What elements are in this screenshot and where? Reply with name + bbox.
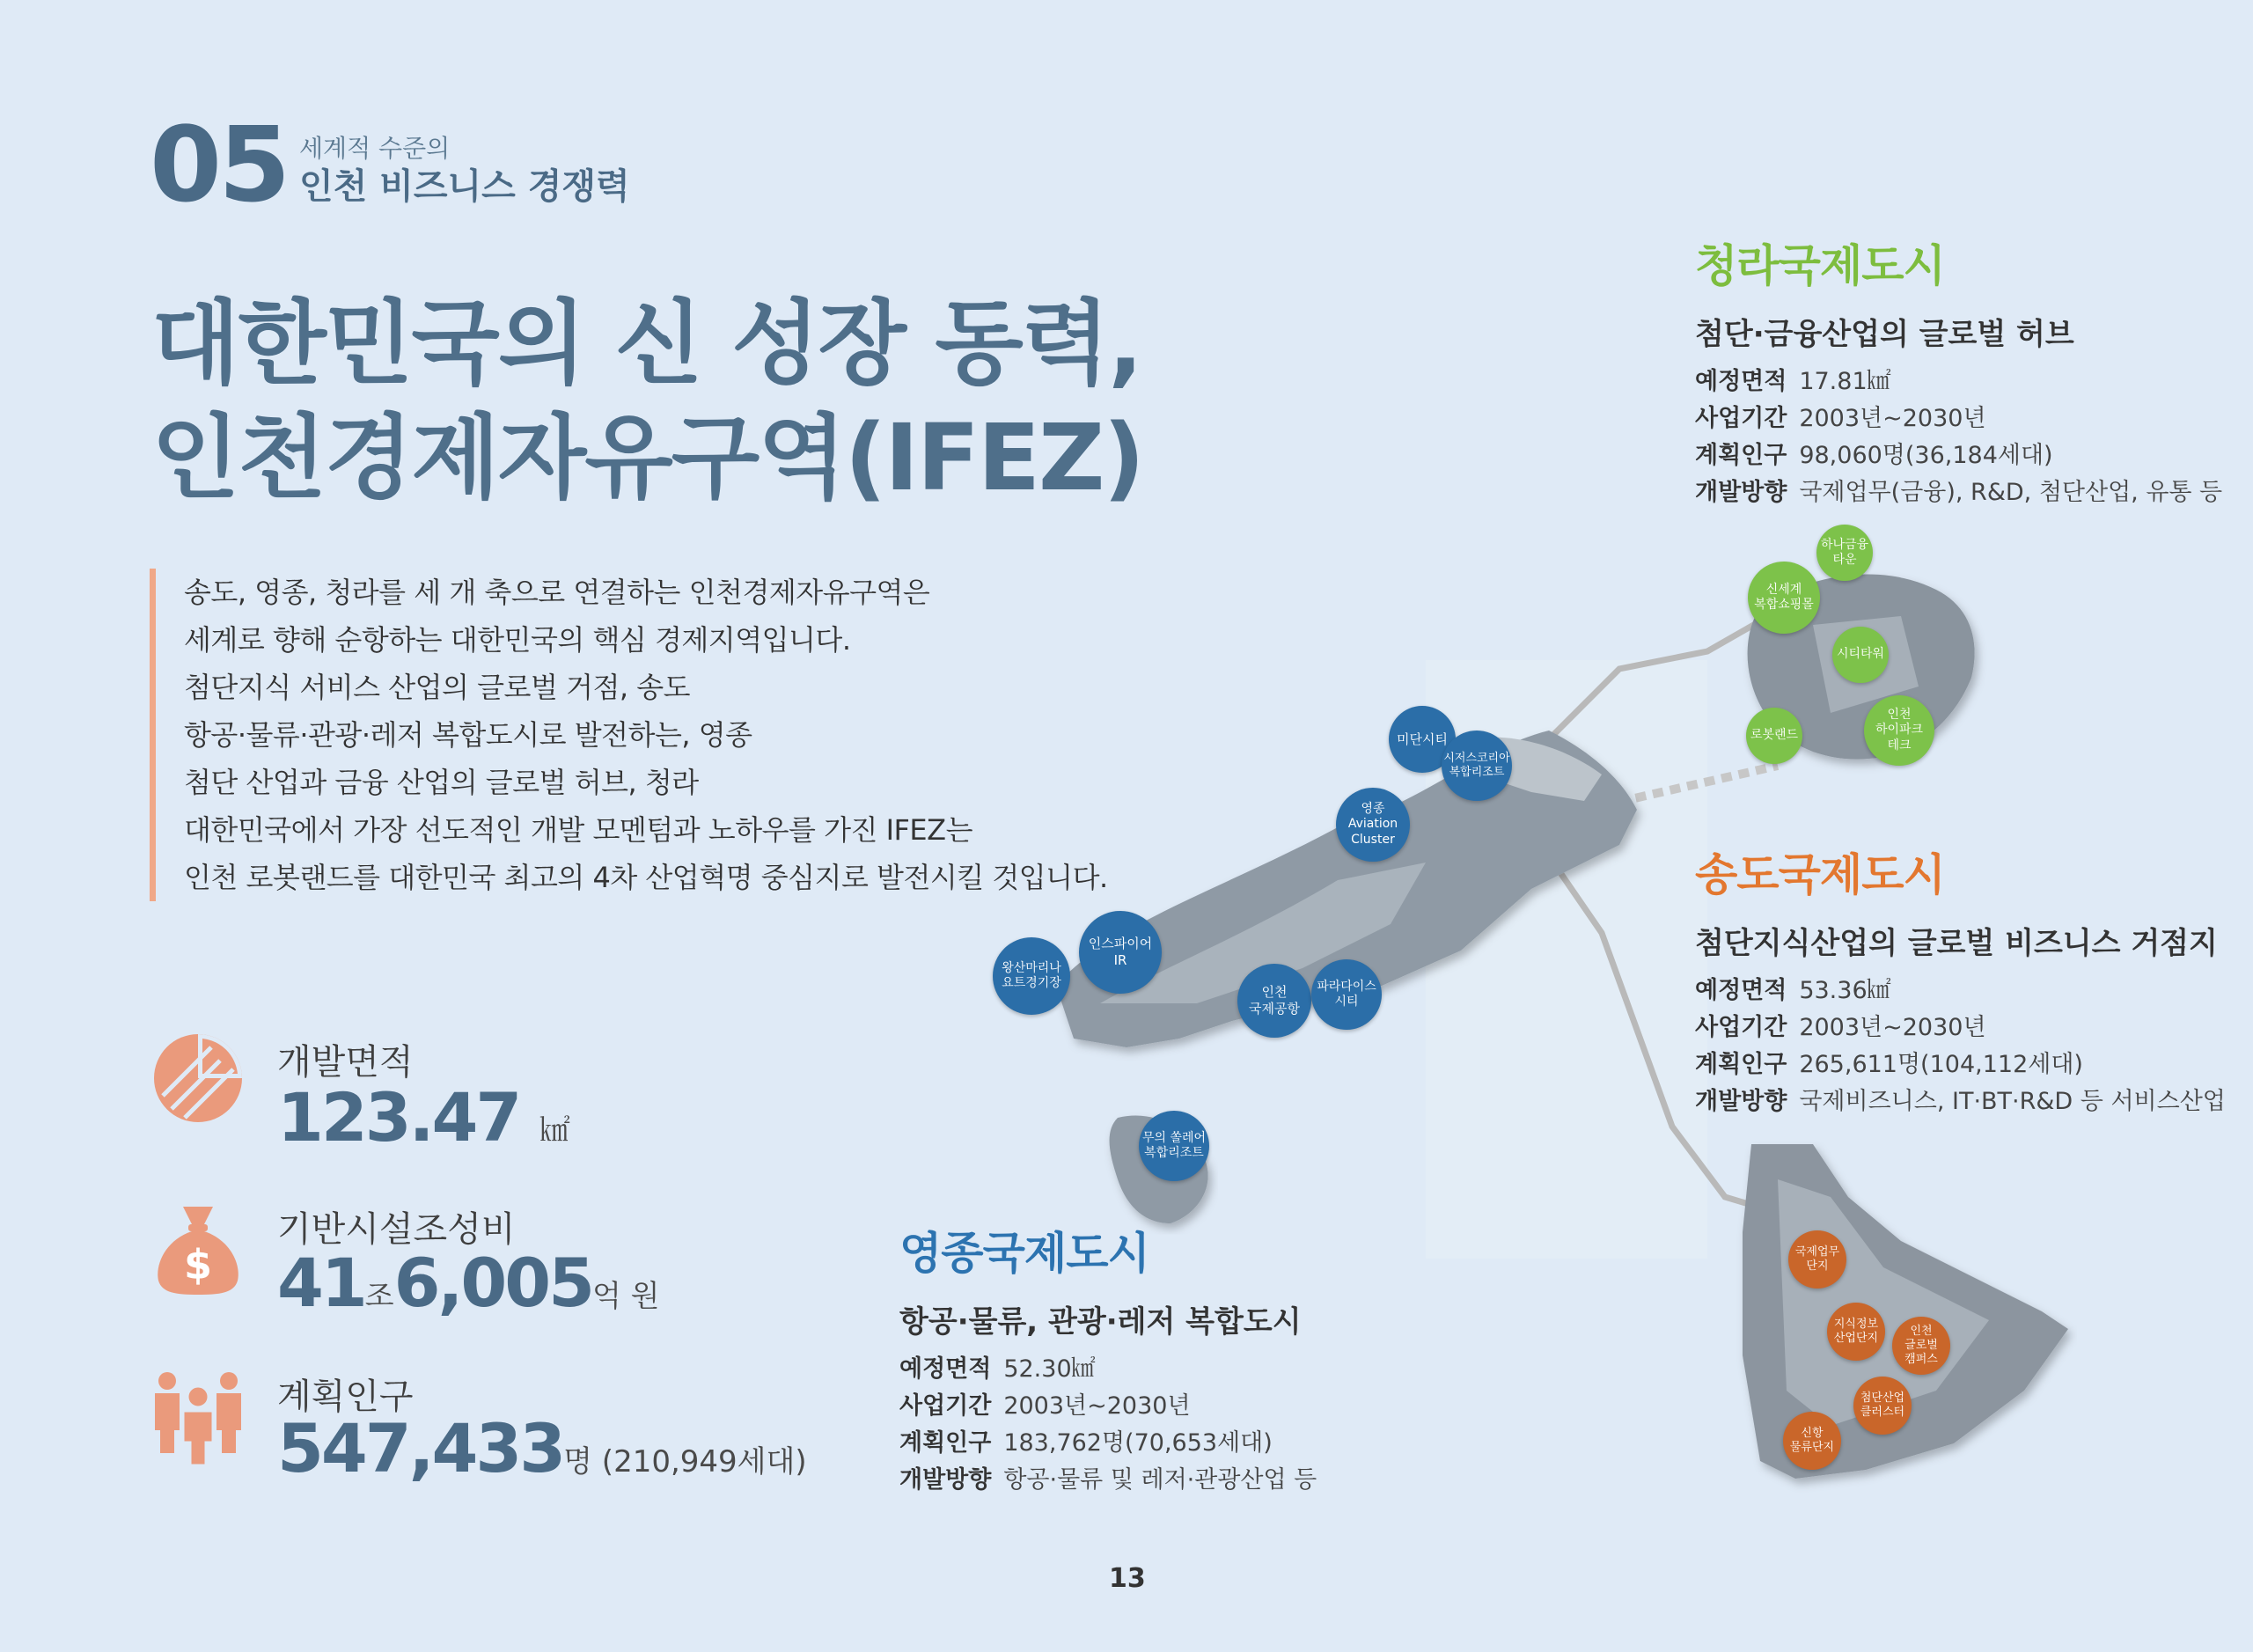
cheongna-panel (1695, 231, 2222, 511)
cost-value (277, 1244, 660, 1322)
map-label-ibd: 국제업무 단지 (1788, 1230, 1846, 1289)
cheongna-row-period: 사업기간 2003년~2030년 (1695, 405, 1986, 432)
map-label-new-port: 신항 물류단지 (1783, 1412, 1841, 1470)
intro-line: 첨단 산업과 금융 산업의 글로벌 허브, 청라 (184, 766, 699, 799)
svg-text:$: $ (183, 1241, 213, 1289)
cheongna-row-area: 예정면적 17.81㎢ (1695, 368, 1891, 395)
songdo-row-area: 예정면적 53.36㎢ (1695, 977, 1891, 1004)
people-icon (150, 1369, 246, 1465)
yeongjong-row-population: 계획인구 183,762명(70,653세대) (899, 1429, 1273, 1457)
intro-line: 세계로 향해 순항하는 대한민국의 핵심 경제지역입니다. (184, 623, 851, 657)
yeongjong-row-area: 예정면적 52.30㎢ (899, 1355, 1096, 1383)
map-label-inspire-ir: 인스파이어 IR (1079, 911, 1162, 994)
area-label: 개발면적 (277, 1042, 414, 1083)
map-label-hi-park-tech: 인천 하이파크 테크 (1864, 695, 1934, 766)
intro-line: 대한민국에서 가장 선도적인 개발 모멘텀과 노하우를 가진 IFEZ는 (184, 813, 972, 847)
intro-line: 첨단지식 서비스 산업의 글로벌 거점, 송도 (184, 671, 691, 704)
cost-number-1: 41 (277, 1244, 365, 1322)
cheongna-name: 청라국제도시 (1695, 240, 1945, 291)
cost-unit-1: 조 (364, 1279, 394, 1314)
yeongjong-panel (899, 1218, 1317, 1499)
area-value (277, 1078, 570, 1156)
section-subtitle: 세계적 수준의 (299, 134, 451, 163)
intro-line: 인천 로봇랜드를 대한민국 최고의 4차 산업혁명 중심지로 발전시킬 것입니다. (184, 861, 1108, 894)
map-label-hightech-cluster: 첨단산업 클러스터 (1853, 1377, 1912, 1435)
map-label-city-tower: 시티타워 (1832, 627, 1889, 683)
map-label-hana-finance: 하나금융 타운 (1816, 525, 1873, 581)
map-label-caesars-korea: 시저스코리아 복합리조트 (1442, 731, 1512, 801)
yeongjong-name: 영종국제도시 (899, 1228, 1149, 1279)
intro-line: 항공·물류·관광·레저 복합도시로 발전하는, 영종 (184, 718, 752, 752)
pie-chart-icon (150, 1030, 246, 1127)
map-label-global-campus: 인천 글로벌 캠퍼스 (1892, 1317, 1950, 1375)
page-number: 13 (1109, 1563, 1146, 1594)
headline-line-2: 인천경제자유구역(IFEZ) (151, 404, 1143, 511)
cost-unit-2: 억 원 (592, 1279, 660, 1314)
songdo-row-period: 사업기간 2003년~2030년 (1695, 1014, 1986, 1041)
money-bag-icon (150, 1201, 246, 1298)
songdo-row-direction: 개발방향 국제비즈니스, IT·BT·R&D 등 서비스산업 (1695, 1088, 2226, 1115)
map-label-muui-solaire: 무의 쏠레어 복합리조트 (1139, 1111, 1209, 1181)
songdo-row-population: 계획인구 265,611명(104,112세대) (1695, 1051, 2083, 1078)
map-label-paradise-city: 파라다이스 시티 (1311, 959, 1382, 1030)
cheongna-subtitle: 첨단·금융산업의 글로벌 허브 (1695, 317, 2074, 352)
section-number: 05 (150, 104, 288, 225)
headline-line-1: 대한민국의 신 성장 동력, (151, 290, 1141, 397)
map-label-wangsan-marina: 왕산마리나 요트경기장 (993, 937, 1070, 1015)
population-number: 547,433 (277, 1409, 564, 1487)
map-label-aviation-cluster: 영종 Aviation Cluster (1336, 788, 1410, 862)
map-label-knowledge-complex: 지식정보 산업단지 (1827, 1303, 1885, 1361)
yeongjong-row-period: 사업기간 2003년~2030년 (899, 1392, 1191, 1420)
intro-line: 송도, 영종, 청라를 세 개 축으로 연결하는 인천경제자유구역은 (184, 576, 930, 609)
area-number: 123.47 (277, 1078, 520, 1156)
map-label-midan-city: 미단시티 (1389, 706, 1456, 773)
yeongjong-row-direction: 개발방향 항공·물류 및 레저·관광산업 등 (899, 1466, 1317, 1494)
population-label: 계획인구 (277, 1377, 414, 1417)
population-unit: 명 (210,949세대) (563, 1444, 807, 1479)
area-unit: ㎢ (539, 1113, 570, 1149)
cheongna-row-population: 계획인구 98,060명(36,184세대) (1695, 442, 2053, 469)
songdo-subtitle: 첨단지식산업의 글로벌 비즈니스 거점지 (1695, 926, 2218, 961)
map-label-incheon-airport: 인천 국제공항 (1237, 964, 1311, 1038)
cost-label: 기반시설조성비 (277, 1209, 516, 1250)
songdo-name: 송도국제도시 (1695, 849, 1945, 900)
songdo-panel (1695, 840, 2226, 1120)
cheongna-row-direction: 개발방향 국제업무(금융), R&D, 첨단산업, 유통 등 (1695, 479, 2223, 506)
cost-number-2: 6,005 (393, 1244, 593, 1322)
headline (151, 286, 1143, 515)
yeongjong-subtitle: 항공·물류, 관광·레저 복합도시 (899, 1304, 1302, 1340)
population-value (277, 1409, 807, 1487)
map-label-shinsegae-mall: 신세계 복합쇼핑몰 (1748, 562, 1820, 634)
map-label-robot-land: 로봇랜드 (1746, 708, 1802, 764)
section-title: 인천 비즈니스 경쟁력 (299, 166, 630, 207)
